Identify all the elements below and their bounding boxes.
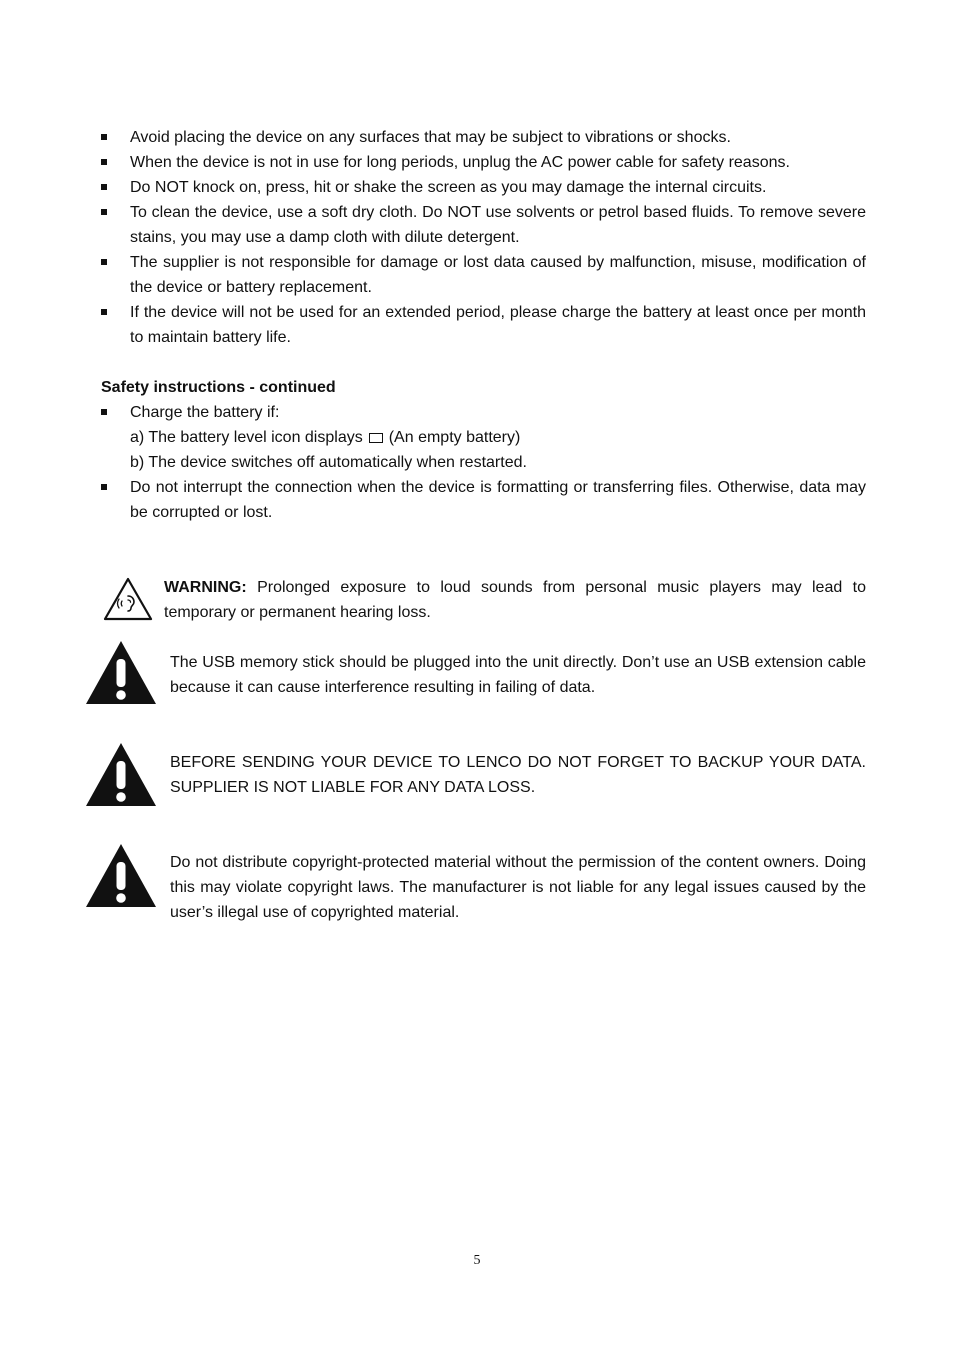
usb-warning-text: The USB memory stick should be plugged into the unit directly. Don’t use an USB extension cable because it can cause interference resulting in failing of data. bbox=[170, 654, 866, 696]
copyright-warning-text: Do not distribute copyright-protected material without the permission of the content owners. Doing this may violate copyright laws. The manufacturer is not liable for any legal issues caused by the user’s illegal use of copyrighted material. bbox=[170, 854, 866, 921]
bullet-square bbox=[101, 134, 107, 140]
list-item: Do NOT knock on, press, hit or shake the screen as you may damage the internal circuits. bbox=[101, 175, 866, 200]
list-item: To clean the device, use a soft dry cloth. Do NOT use solvents or petrol based fluids. To remove severe stains, you may use a damp cloth with dilute detergent. bbox=[101, 200, 866, 250]
empty-battery-icon bbox=[369, 433, 383, 443]
section-title: Safety instructions - continued bbox=[101, 379, 336, 396]
bullet-square bbox=[101, 259, 107, 265]
safety-bullet-list bbox=[101, 125, 866, 350]
bullet-square bbox=[101, 209, 107, 215]
backup-warning-text: BEFORE SENDING YOUR DEVICE TO LENCO DO NOT FORGET TO BACKUP YOUR DATA. SUPPLIER IS NOT LIABLE FOR ANY DATA LOSS. bbox=[170, 754, 866, 796]
hearing-warning-icon bbox=[103, 577, 153, 621]
continued-bullet-list bbox=[101, 400, 866, 525]
charge-intro: Charge the battery if: bbox=[130, 404, 280, 421]
bullet-square bbox=[101, 184, 107, 190]
bullet-square bbox=[101, 484, 107, 490]
charge-condition-a: a) The battery level icon displays (An empty battery) bbox=[130, 429, 521, 446]
warning-label: WARNING: bbox=[164, 579, 247, 596]
list-item: Avoid placing the device on any surfaces that may be subject to vibrations or shocks. bbox=[101, 125, 866, 150]
list-item: If the device will not be used for an extended period, please charge the battery at least once per month to maintain battery life. bbox=[101, 300, 866, 350]
list-item: Do not interrupt the connection when the device is formatting or transferring files. Otherwise, data may be corrupted or lost. bbox=[101, 475, 866, 525]
bullet-square bbox=[101, 409, 107, 415]
charge-condition-b: b) The device switches off automatically when restarted. bbox=[130, 454, 527, 471]
list-item: When the device is not in use for long periods, unplug the AC power cable for safety reasons. bbox=[101, 150, 866, 175]
bullet-square bbox=[101, 309, 107, 315]
warning-triangle-icon bbox=[85, 843, 157, 909]
list-item: The supplier is not responsible for damage or lost data caused by malfunction, misuse, modification of the device or battery replacement. bbox=[101, 250, 866, 300]
page-number: 5 bbox=[473, 1253, 481, 1268]
list-item bbox=[101, 400, 866, 475]
hearing-warning-text: WARNING: Prolonged exposure to loud sounds from personal music players may lead to temporary or permanent hearing loss. bbox=[164, 579, 866, 621]
warning-triangle-icon bbox=[85, 640, 157, 706]
bullet-square bbox=[101, 159, 107, 165]
warning-triangle-icon bbox=[85, 742, 157, 808]
